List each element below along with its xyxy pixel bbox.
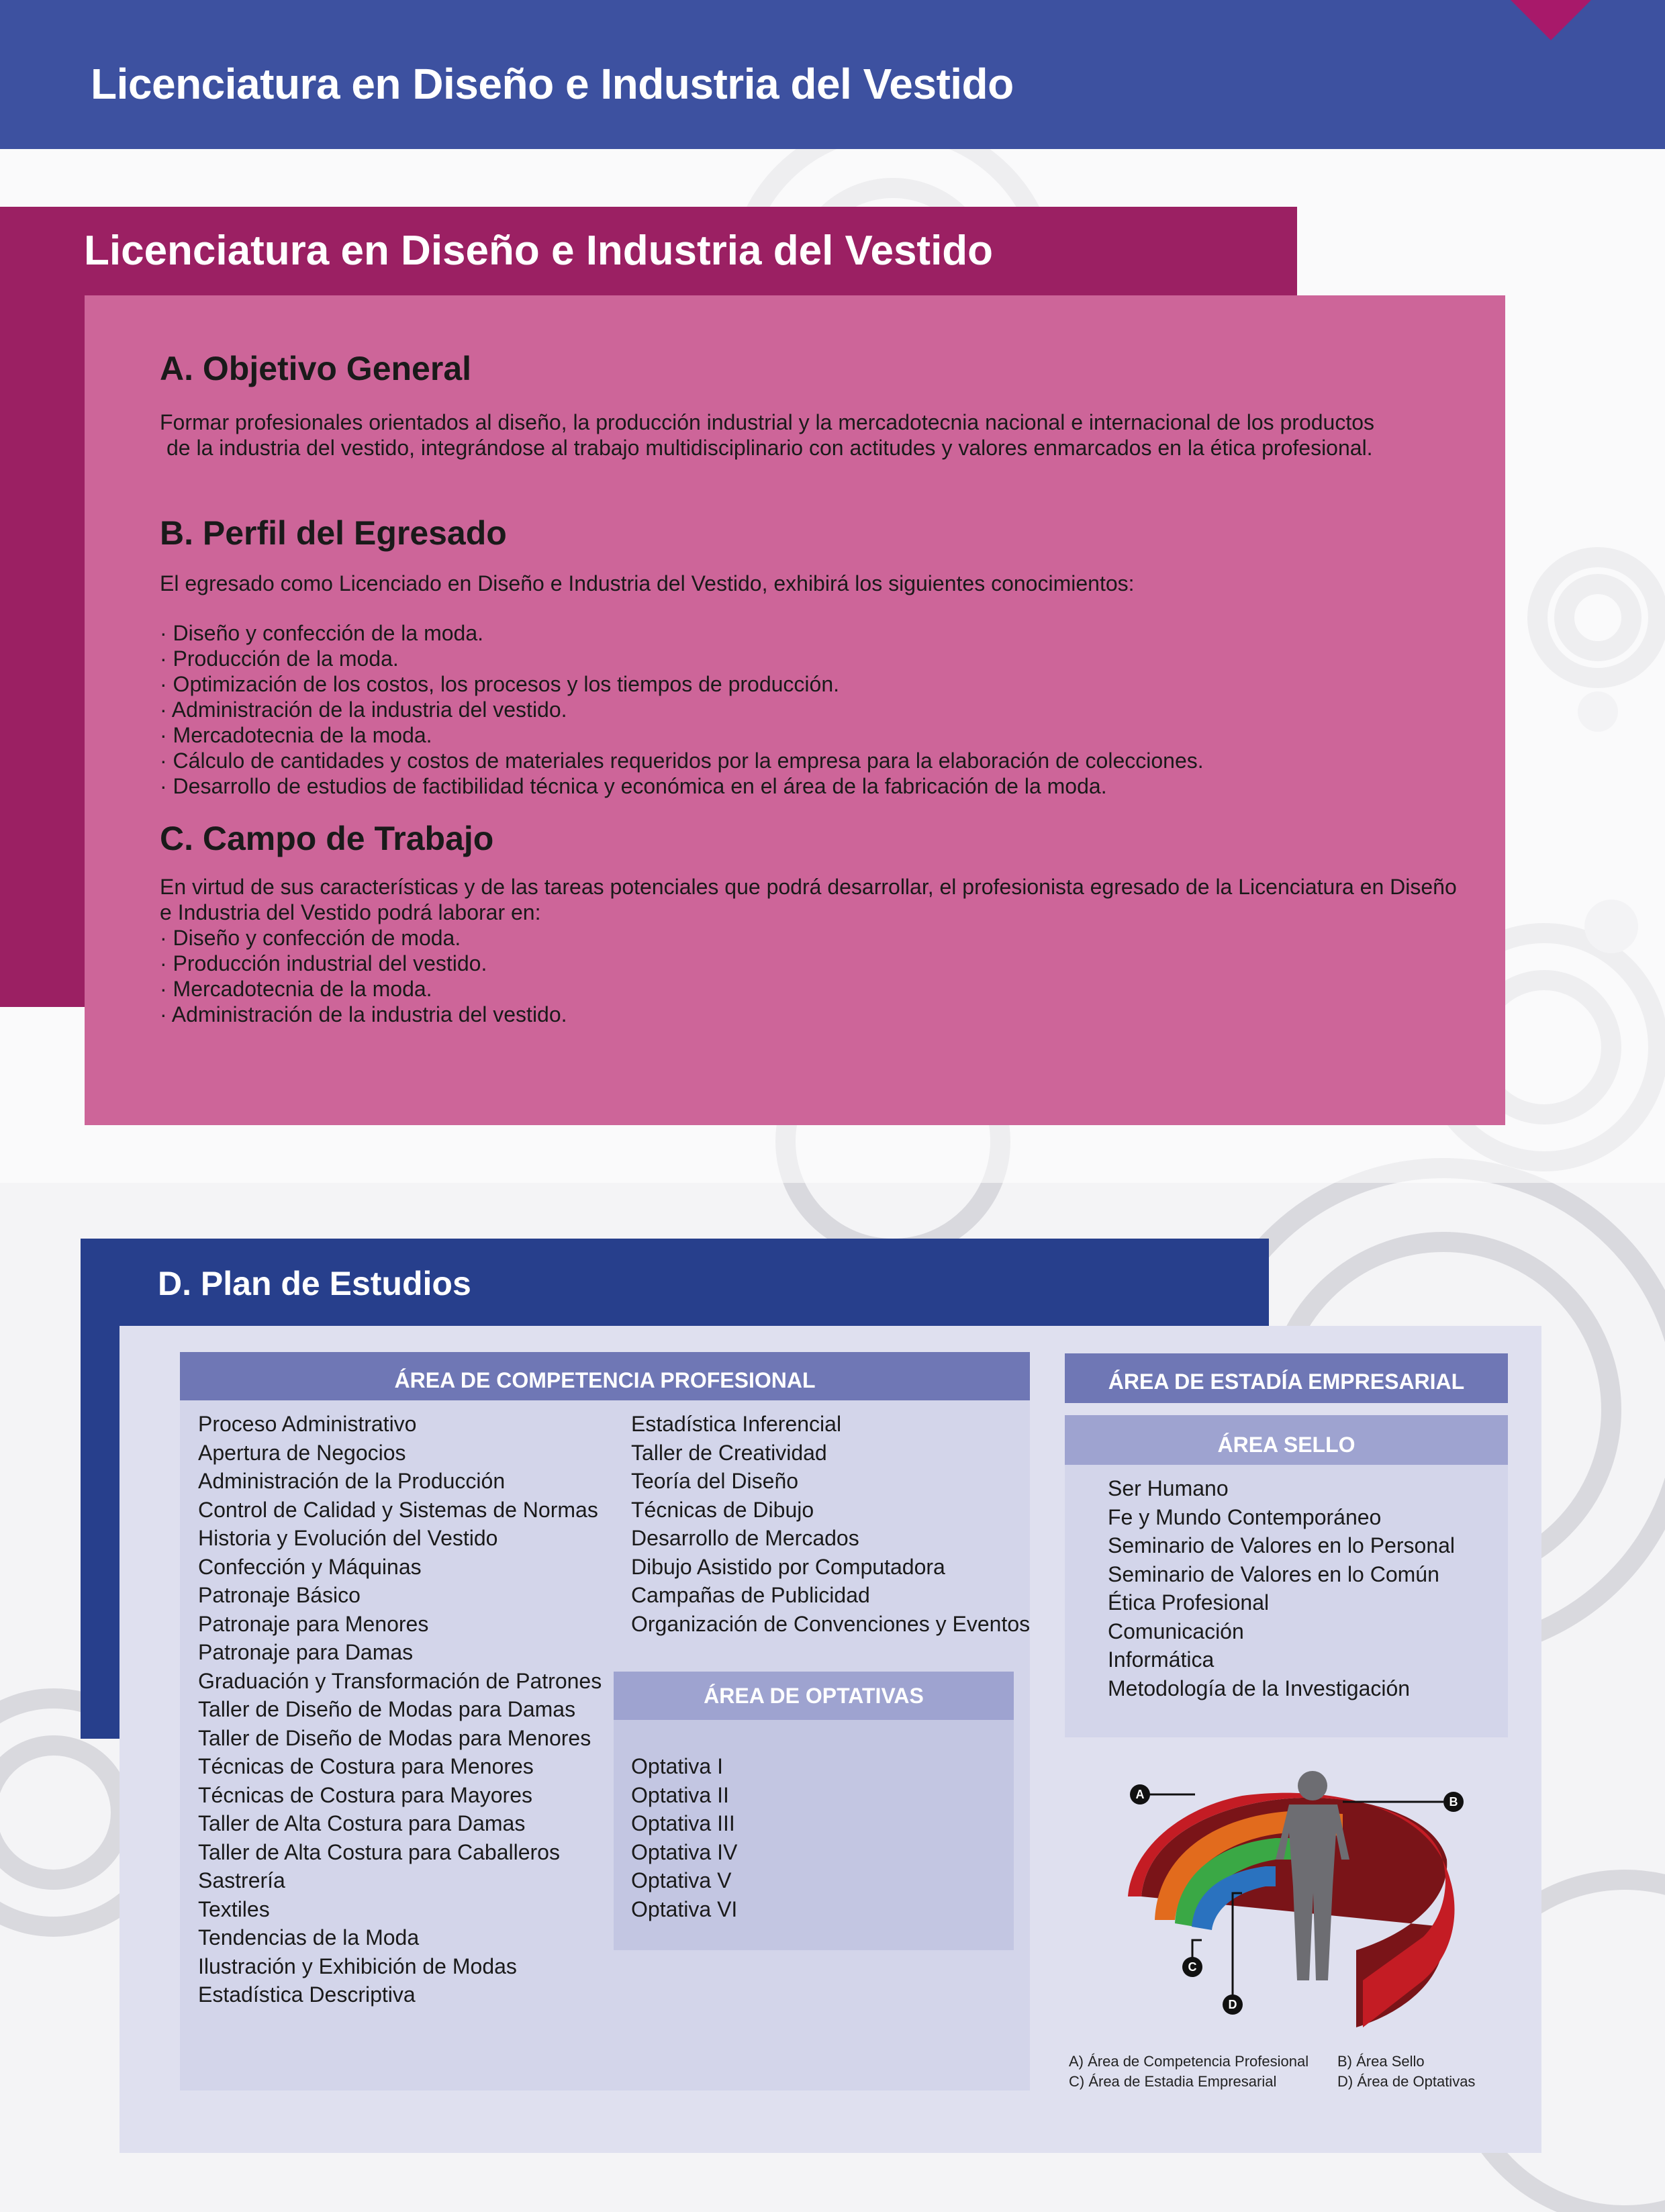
list-item: Estadística Inferencial	[631, 1412, 842, 1436]
objetivo-text-line1: Formar profesionales orientados al diseño, la producción industrial y la mercadotecnia nacional e internacional de los productos	[160, 410, 1375, 434]
legend-b: B) Área Sello	[1337, 2053, 1425, 2070]
list-item: Dibujo Asistido por Computadora	[631, 1554, 945, 1579]
campo-intro-line1: En virtud de sus características y de las tareas potenciales que podrá desarrollar, el profesionista egresado de la Licenciatura en Diseño	[160, 875, 1457, 899]
list-item: · Desarrollo de estudios de factibilidad técnica y económica en el área de la fabricación de la moda.	[160, 774, 1107, 798]
corner-triangle	[1511, 0, 1591, 40]
list-item: Fe y Mundo Contemporáneo	[1108, 1504, 1382, 1529]
list-item: Textiles	[198, 1896, 270, 1921]
list-item: Patronaje para Damas	[198, 1640, 414, 1664]
sello-list	[1108, 1474, 1455, 1702]
list-item: Seminario de Valores en lo Común	[1108, 1561, 1439, 1586]
list-item: Apertura de Negocios	[198, 1440, 406, 1465]
marker-b-label: B	[1449, 1795, 1458, 1809]
list-item: Tendencias de la Moda	[198, 1925, 420, 1950]
legend-a: A) Área de Competencia Profesional	[1069, 2053, 1309, 2070]
perfil-list	[160, 620, 1204, 799]
list-item: Técnicas de Dibujo	[631, 1497, 814, 1522]
list-item: Taller de Diseño de Modas para Menores	[198, 1725, 591, 1750]
list-item: Metodología de la Investigación	[1108, 1676, 1411, 1700]
list-item: Patronaje para Menores	[198, 1611, 429, 1636]
list-item: Ética Profesional	[1108, 1590, 1270, 1615]
list-item: Optativa II	[631, 1782, 729, 1807]
list-item: Comunicación	[1108, 1619, 1244, 1643]
legend-d: D) Área de Optativas	[1337, 2073, 1476, 2090]
list-item: · Optimización de los costos, los procesos y los tiempos de producción.	[160, 672, 840, 696]
list-item: Estadística Descriptiva	[198, 1982, 416, 2007]
list-item: Taller de Diseño de Modas para Damas	[198, 1697, 576, 1721]
list-item: Confección y Máquinas	[198, 1554, 422, 1579]
marker-a-label: A	[1135, 1788, 1145, 1801]
list-item: · Diseño y confección de moda.	[160, 926, 461, 950]
list-item: Sastrería	[198, 1868, 285, 1892]
list-item: Técnicas de Costura para Mayores	[198, 1782, 532, 1807]
program-info-box	[85, 295, 1505, 1125]
program-title: Licenciatura en Diseño e Industria del Vestido	[84, 228, 994, 274]
list-item: Taller de Alta Costura para Caballeros	[198, 1839, 560, 1864]
list-item: Seminario de Valores en lo Personal	[1108, 1533, 1456, 1557]
section-d-heading: D. Plan de Estudios	[158, 1265, 471, 1302]
list-item: · Cálculo de cantidades y costos de materiales requeridos por la empresa para la elaboración de colecciones.	[160, 749, 1204, 773]
list-item: Optativa IV	[631, 1839, 738, 1864]
top-header-bar	[0, 0, 1665, 149]
optativas-list	[631, 1752, 737, 1923]
list-item: Patronaje Básico	[198, 1583, 361, 1607]
list-item: Taller de Alta Costura para Damas	[198, 1811, 526, 1835]
marker-c-label: C	[1188, 1960, 1197, 1974]
list-item: Optativa V	[631, 1868, 732, 1892]
callout-line-d	[1233, 1893, 1242, 1998]
objetivo-text-line2: de la industria del vestido, integrándose al trabajo multidisciplinario con actitudes y valores enmarcados en la ética profesional.	[166, 436, 1373, 460]
list-item: Desarrollo de Mercados	[631, 1526, 859, 1550]
list-item: Optativa I	[631, 1754, 723, 1778]
list-item: Ilustración y Exhibición de Modas	[198, 1954, 517, 1978]
list-item: Ser Humano	[1108, 1476, 1229, 1500]
list-item: · Administración de la industria del vestido.	[160, 698, 567, 722]
competencia-list-col2	[631, 1410, 1030, 1638]
list-item: Control de Calidad y Sistemas de Normas	[198, 1497, 598, 1522]
list-item: Historia y Evolución del Vestido	[198, 1526, 498, 1550]
list-item: Informática	[1108, 1647, 1215, 1672]
section-b-heading: B. Perfil del Egresado	[160, 514, 507, 552]
list-item: · Administración de la industria del vestido.	[160, 1002, 567, 1026]
perfil-intro: El egresado como Licenciado en Diseño e Industria del Vestido, exhibirá los siguientes conocimientos:	[160, 571, 1135, 595]
campo-intro-line2: e Industria del Vestido podrá laborar en:	[160, 900, 541, 924]
campo-list	[160, 925, 567, 1027]
list-item: Graduación y Transformación de Patrones	[198, 1668, 602, 1693]
legend-c: C) Área de Estadia Empresarial	[1069, 2073, 1277, 2090]
list-item: Optativa III	[631, 1811, 735, 1835]
list-item: Técnicas de Costura para Menores	[198, 1754, 534, 1778]
list-item: · Producción de la moda.	[160, 646, 399, 671]
areas-diagram	[1074, 1759, 1477, 2048]
list-item: Campañas de Publicidad	[631, 1583, 870, 1607]
list-item: Optativa VI	[631, 1896, 738, 1921]
list-item: Organización de Convenciones y Eventos	[631, 1611, 1031, 1636]
sello-header: ÁREA SELLO	[1065, 1415, 1508, 1465]
list-item: Teoría del Diseño	[631, 1469, 799, 1493]
section-a-heading: A. Objetivo General	[160, 350, 472, 387]
list-item: Taller de Creatividad	[631, 1440, 827, 1465]
section-c-heading: C. Campo de Trabajo	[160, 820, 494, 857]
page-title: Licenciatura en Diseño e Industria del Vestido	[91, 60, 1014, 108]
list-item: Proceso Administrativo	[198, 1412, 417, 1436]
list-item: · Mercadotecnia de la moda.	[160, 723, 432, 747]
optativas-header: ÁREA DE OPTATIVAS	[614, 1672, 1014, 1720]
competencia-list-col1	[198, 1410, 602, 2009]
competencia-header: ÁREA DE COMPETENCIA PROFESIONAL	[180, 1352, 1030, 1400]
list-item: · Diseño y confección de la moda.	[160, 621, 484, 645]
list-item: · Mercadotecnia de la moda.	[160, 977, 432, 1001]
list-item: Administración de la Producción	[198, 1469, 506, 1493]
list-item: · Producción industrial del vestido.	[160, 951, 487, 975]
estadia-header: ÁREA DE ESTADÍA EMPRESARIAL	[1065, 1353, 1508, 1403]
marker-d-label: D	[1228, 1998, 1237, 2011]
